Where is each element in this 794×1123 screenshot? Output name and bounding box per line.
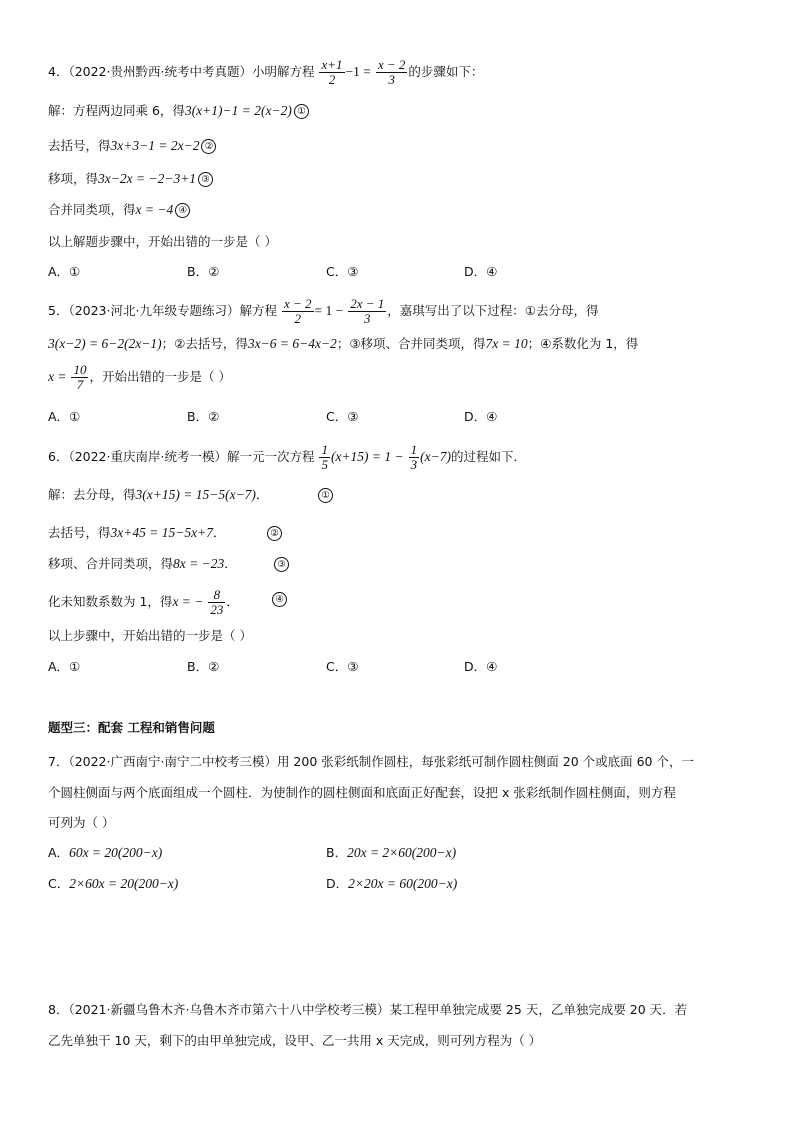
q7-option-b[interactable] [326, 843, 456, 863]
q6-s4-end: ． [226, 594, 239, 609]
q7-option-b-eq: 20x = 2×60(200−x) [347, 845, 457, 860]
circled-4: ④ [175, 203, 190, 218]
q7-option-d[interactable] [326, 874, 457, 894]
circled-2: ② [201, 139, 216, 154]
q6-option-c[interactable]: C．③ [326, 659, 359, 674]
q6-circled-3: ③ [274, 557, 289, 572]
q6-s4-eq: x = − [172, 594, 204, 609]
q6-s3-text: 移项、合并同类项，得 [48, 556, 174, 571]
q6-s1-end: ． [255, 487, 269, 502]
q5-frac1-den: 2 [294, 311, 301, 326]
q6-s4-text: 化未知数系数为 1，得 [48, 594, 173, 609]
q4-frac2-den: 3 [388, 72, 395, 87]
q7-option-a[interactable] [48, 843, 162, 863]
q6-fraction-1 [319, 443, 330, 472]
q4-step-2 [48, 136, 216, 156]
q7-option-d-eq: 2×20x = 60(200−x) [348, 876, 458, 891]
q5-eq1: 3(x−2) = 6−2(2x−1) [48, 336, 162, 351]
q4-fraction-1 [319, 58, 344, 87]
q7-option-c-label: C． [48, 876, 70, 891]
q4-stem [48, 58, 483, 87]
q5-tail: ，嘉琪写出了以下过程：①去分母，得 [387, 303, 599, 318]
q5-text3: ；④系数化为 1，得 [527, 336, 639, 351]
q6-s1-eq: 3(x+15) = 15−5(x−7) [135, 487, 256, 502]
q6-s2-end: ． [212, 525, 226, 540]
q6-frac2-den: 3 [410, 457, 418, 472]
q7-line-3: 可列为（ ） [48, 815, 115, 830]
q4-option-d[interactable]: D．④ [464, 264, 498, 279]
q6-s2-eq: 3x+45 = 15−5x+7 [110, 525, 213, 540]
q5-line3-text: ，开始出错的一步是（ ） [89, 369, 231, 384]
q5-text2: ；③移项、合并同类项，得 [336, 336, 486, 351]
q4-s3-eq: 3x−2x = −2−3+1 [98, 171, 197, 186]
q4-tail: 的步骤如下： [408, 64, 484, 79]
q4-s4-eq: x = −4 [135, 202, 174, 217]
q5-head: 5．（2023·河北·九年级专题练习）解方程 [48, 303, 277, 318]
q6-step-4 [48, 588, 239, 617]
q7-option-a-label: A． [48, 845, 70, 860]
q4-step-4 [48, 200, 190, 220]
q4-frac1-num: x+1 [321, 57, 343, 72]
q5-option-b[interactable]: B．② [187, 409, 220, 424]
q4-head: 4．（2022·贵州黔西·统考中考真题）小明解方程 [48, 64, 315, 79]
q4-s1-text: 解：方程两边同乘 6，得 [48, 103, 185, 118]
q6-frac3-den: 23 [210, 602, 224, 617]
q6-option-b[interactable]: B．② [187, 659, 220, 674]
q7-line-1: 7．（2022·广西南宁·南宁二中校考三模）用 200 张彩纸制作圆柱，每张彩纸可制作圆柱侧面 20 个或底面 60 个，一 [48, 754, 694, 769]
q7-line-2: 个圆柱侧面与两个底面组成一个圆柱．为使制作的圆柱侧面和底面正好配套，设把 x 张彩纸制作圆柱侧面，则方程 [48, 785, 676, 800]
q5-line-2 [48, 334, 638, 354]
q4-step-1 [48, 101, 309, 121]
q5-eq3: 7x = 10 [485, 336, 528, 351]
q8-line-2: 乙先单独干 10 天，剩下的由甲单独完成，设甲、乙一共用 x 天完成，则可列方程为（ ） [48, 1033, 542, 1048]
q6-step-3 [48, 554, 237, 574]
q6-s1-text: 解：去分母，得 [48, 487, 136, 502]
q5-fraction-1 [282, 297, 314, 326]
q7-option-c[interactable] [48, 874, 178, 894]
circled-3: ③ [198, 172, 213, 187]
q4-s1-eq: 3(x+1)−1 = 2(x−2) [184, 103, 292, 118]
q6-frac2-num: 1 [410, 442, 418, 457]
q7-option-a-eq: 60x = 20(200−x) [69, 845, 163, 860]
q4-option-b[interactable]: B．② [187, 264, 220, 279]
q6-frac1-den: 5 [321, 457, 328, 472]
q5-mid: = 1 − [314, 303, 344, 318]
q4-frac2-num: x − 2 [377, 57, 406, 72]
q5-fraction-3 [71, 363, 88, 392]
q4-fraction-2 [376, 58, 408, 87]
q5-option-a[interactable]: A．① [48, 409, 81, 424]
q5-x-equals: x = [48, 369, 67, 384]
q4-s2-eq: 3x+3−1 = 2x−2 [110, 138, 200, 153]
q6-option-a[interactable]: A．① [48, 659, 81, 674]
q6-frac1-num: 1 [321, 442, 328, 457]
q5-eq2: 3x−6 = 6−4x−2 [247, 336, 337, 351]
q7-option-b-label: B． [326, 845, 348, 860]
q5-frac3-den: 7 [76, 377, 84, 392]
q8-line-1: 8．（2021·新疆乌鲁木齐·乌鲁木齐市第六十八中学校考三模）某工程甲单独完成要 25 天，乙单独完成要 20 天．若 [48, 1002, 688, 1017]
q5-frac3-num: 10 [73, 362, 87, 377]
q5-option-c[interactable]: C．③ [326, 409, 359, 424]
q5-frac1-num: x − 2 [283, 296, 312, 311]
q6-step-2 [48, 523, 225, 543]
q4-option-c[interactable]: C．③ [326, 264, 359, 279]
circled-1: ① [294, 104, 309, 119]
q5-fraction-2 [348, 297, 386, 326]
q6-fraction-3 [208, 588, 225, 617]
q4-s2-text: 去括号，得 [48, 138, 111, 153]
q6-tail: 的过程如下． [450, 449, 526, 464]
q7-option-d-label: D． [326, 876, 349, 891]
section-heading: 题型三：配套 工程和销售问题 [48, 720, 215, 735]
q5-stem [48, 297, 598, 326]
q6-s2-text: 去括号，得 [48, 525, 111, 540]
q5-frac2-num: 2x − 1 [350, 296, 385, 311]
q5-option-d[interactable]: D．④ [464, 409, 498, 424]
q4-s4-text: 合并同类项，得 [48, 202, 136, 217]
q5-text1: ；②去括号，得 [161, 336, 248, 351]
q6-s3-eq: 8x = −23 [173, 556, 225, 571]
q4-question: 以上解题步骤中，开始出错的一步是（ ） [48, 234, 277, 249]
q6-option-d[interactable]: D．④ [464, 659, 498, 674]
q4-frac1-den: 2 [328, 72, 336, 87]
q4-mid: −1 = [345, 64, 371, 79]
q6-s3-end: ． [224, 556, 237, 571]
q4-s3-text: 移项，得 [48, 171, 99, 186]
q6-circled-4: ④ [272, 592, 287, 607]
q6-fraction-2 [409, 443, 420, 472]
q6-stem [48, 443, 526, 472]
q7-option-c-eq: 2×60x = 20(200−x) [69, 876, 179, 891]
q5-frac2-den: 3 [363, 311, 371, 326]
q4-step-3 [48, 169, 213, 189]
q6-circled-2: ② [267, 526, 282, 541]
q6-expr2: (x−7) [420, 449, 451, 464]
q6-step-1 [48, 485, 268, 505]
q6-circled-1: ① [318, 488, 333, 503]
q6-expr1: (x+15) = 1 − [330, 449, 404, 464]
q6-frac3-num: 8 [208, 588, 225, 603]
q5-line-3 [48, 363, 231, 392]
q6-head: 6．（2022·重庆南岸·统考一模）解一元一次方程 [48, 449, 315, 464]
q4-option-a[interactable]: A．① [48, 264, 81, 279]
q6-question: 以上步骤中，开始出错的一步是（ ） [48, 628, 252, 643]
